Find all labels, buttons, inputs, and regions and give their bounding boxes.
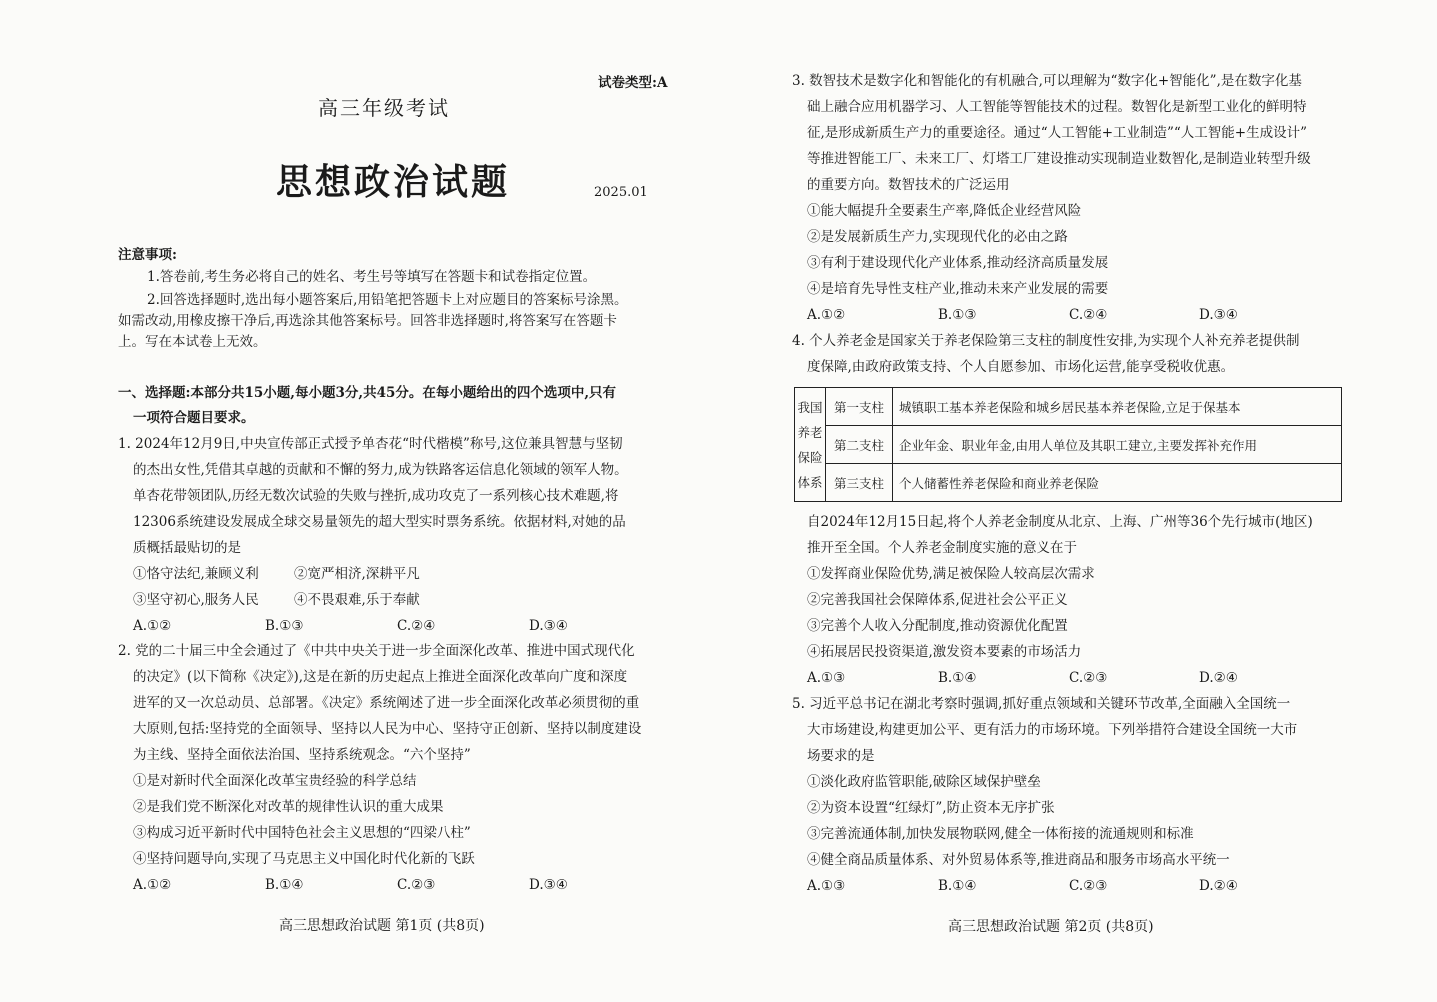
q5-item: ①淡化政府监管职能,破除区域保护壁垒 <box>807 774 1041 790</box>
question-3-line: 础上融合应用机器学习、人工智能等智能技术的过程。数智化是新型工业化的鲜明特 <box>807 99 1307 115</box>
option-b: B.①④ <box>938 878 977 894</box>
question-1-line: 单杏花带领团队,历经无数次试验的失败与挫折,成功攻克了一系列核心技术难题,将 <box>133 488 619 504</box>
question-1-line: 质概括最贴切的是 <box>133 540 241 556</box>
q1-item: ①恪守法纪,兼顾义利 <box>133 566 259 582</box>
table-row <box>795 464 1342 502</box>
q4-item: ②完善我国社会保障体系,促进社会公平正义 <box>807 592 1068 608</box>
question-2-line: 为主线、坚持全面依法治国、坚持系统观念。“六个坚持” <box>133 747 471 763</box>
system-label-cell <box>795 388 826 502</box>
option-a: A.①② <box>133 877 172 893</box>
pillar-desc: 企业年金、职业年金,由用人单位及其职工建立,主要发挥补充作用 <box>893 426 1342 464</box>
option-c: C.②③ <box>1069 878 1108 894</box>
q3-item: ②是发展新质生产力,实现现代化的必由之路 <box>807 229 1068 245</box>
question-2-line: 进军的又一次总动员、总部署。《决定》系统阐述了进一步全面深化改革必须贯彻的重 <box>133 695 640 711</box>
section-heading: 一项符合题目要求。 <box>133 410 255 426</box>
option-a: A.①② <box>133 618 172 634</box>
q2-item: ③构成习近平新时代中国特色社会主义思想的“四梁八柱” <box>133 825 471 841</box>
question-5-line: 大市场建设,构建更加公平、更有活力的市场环境。下列举措符合建设全国统一大市 <box>807 722 1298 738</box>
system-label-char: 体系 <box>797 474 823 490</box>
option-c: C.②④ <box>1069 307 1108 323</box>
question-3-line: 征,是形成新质生产力的重要途径。通过“人工智能+工业制造”“人工智能+生成设计” <box>807 125 1308 141</box>
option-b: B.①④ <box>938 670 977 686</box>
q1-item: ④不畏艰难,乐于奉献 <box>294 592 420 608</box>
q1-item: ②宽严相济,深耕平凡 <box>294 566 420 582</box>
option-b: B.①④ <box>265 877 304 893</box>
exam-date: 2025.01 <box>594 185 648 200</box>
question-3-line: 的重要方向。数智技术的广泛运用 <box>807 177 1010 193</box>
note-line: 上。写在本试卷上无效。 <box>118 334 267 350</box>
q4-item: ③完善个人收入分配制度,推动资源优化配置 <box>807 618 1068 634</box>
question-4-line: 度保障,由政府政策支持、个人自愿参加、市场化运营,能享受税收优惠。 <box>807 359 1235 375</box>
q2-item: ④坚持问题导向,实现了马克思主义中国化时代化新的飞跃 <box>133 851 475 867</box>
note-line: 2.回答选择题时,选出每小题答案后,用铅笔把答题卡上对应题目的答案标号涂黑。 <box>147 292 628 308</box>
option-c: C.②③ <box>397 877 436 893</box>
page-footer: 高三思想政治试题 第2页 (共8页) <box>948 919 1154 935</box>
q4-item: ①发挥商业保险优势,满足被保险人较高层次需求 <box>807 566 1095 582</box>
table-row <box>795 426 1342 464</box>
question-3-line: 3. 数智技术是数字化和智能化的有机融合,可以理解为“数字化+智能化”,是在数字化基 <box>792 73 1302 89</box>
option-a: A.①② <box>807 307 846 323</box>
system-label-char: 养老 <box>797 424 823 440</box>
option-d: D.③④ <box>529 618 568 634</box>
pillar-desc: 城镇职工基本养老保险和城乡居民基本养老保险,立足于保基本 <box>893 388 1342 426</box>
question-1-line: 1. 2024年12月9日,中央宣传部正式授予单杏花“时代楷模”称号,这位兼具智慧与坚韧 <box>118 436 623 452</box>
option-d: D.③④ <box>529 877 568 893</box>
question-1-line: 的杰出女性,凭借其卓越的贡献和不懈的努力,成为铁路客运信息化领域的领军人物。 <box>133 462 628 478</box>
q5-item: ②为资本设置“红绿灯”,防止资本无序扩张 <box>807 800 1055 816</box>
q4-item: ④拓展居民投资渠道,激发资本要素的市场活力 <box>807 644 1082 660</box>
system-label-char: 我国 <box>797 399 823 415</box>
option-c: C.②④ <box>397 618 436 634</box>
page-footer: 高三思想政治试题 第1页 (共8页) <box>279 918 485 934</box>
exam-page-1 <box>0 0 718 1002</box>
pillar-desc: 个人储蓄性养老保险和商业养老保险 <box>893 464 1342 502</box>
q2-item: ②是我们党不断深化对改革的规律性认识的重大成果 <box>133 799 444 815</box>
question-1-line: 12306系统建设发展成全球交易量领先的超大型实时票务系统。依据材料,对她的品 <box>133 514 626 530</box>
pillar-name: 第一支柱 <box>826 388 893 426</box>
question-3-line: 等推进智能工厂、未来工厂、灯塔工厂建设推动实现制造业数智化,是制造业转型升级 <box>807 151 1311 167</box>
option-b: B.①③ <box>938 307 977 323</box>
question-5-line: 场要求的是 <box>807 748 875 764</box>
option-d: D.②④ <box>1199 878 1238 894</box>
q5-item: ④健全商品质量体系、对外贸易体系等,推进商品和服务市场高水平统一 <box>807 852 1230 868</box>
option-c: C.②③ <box>1069 670 1108 686</box>
question-4-line: 4. 个人养老金是国家关于养老保险第三支柱的制度性安排,为实现个人补充养老提供制 <box>792 333 1300 349</box>
main-title: 思想政治试题 <box>276 161 511 203</box>
question-5-line: 5. 习近平总书记在湖北考察时强调,抓好重点领域和关键环节改革,全面融入全国统一 <box>792 696 1291 712</box>
question-4-line: 推开至全国。个人养老金制度实施的意义在于 <box>807 540 1077 556</box>
option-d: D.②④ <box>1199 670 1238 686</box>
option-a: A.①③ <box>807 878 846 894</box>
q2-item: ①是对新时代全面深化改革宝贵经验的科学总结 <box>133 773 417 789</box>
option-a: A.①③ <box>807 670 846 686</box>
q3-item: ①能大幅提升全要素生产率,降低企业经营风险 <box>807 203 1082 219</box>
q3-item: ④是培育先导性支柱产业,推动未来产业发展的需要 <box>807 281 1109 297</box>
question-2-line: 的决定》(以下简称《决定》),这是在新的历史起点上推进全面深化改革向广度和深度 <box>133 669 628 685</box>
question-2-line: 2. 党的二十届三中全会通过了《中共中央关于进一步全面深化改革、推进中国式现代化 <box>118 643 635 659</box>
exam-title: 高三年级考试 <box>318 96 450 120</box>
q3-item: ③有利于建设现代化产业体系,推动经济高质量发展 <box>807 255 1109 271</box>
option-b: B.①③ <box>265 618 304 634</box>
question-2-line: 大原则,包括:坚持党的全面领导、坚持以人民为中心、坚持守正创新、坚持以制度建设 <box>133 721 642 737</box>
q1-item: ③坚守初心,服务人民 <box>133 592 259 608</box>
pillar-name: 第三支柱 <box>826 464 893 502</box>
pillar-name: 第二支柱 <box>826 426 893 464</box>
pension-system-table <box>794 387 1342 502</box>
section-heading: 一、选择题:本部分共15小题,每小题3分,共45分。在每小题给出的四个选项中,只有 <box>118 385 617 401</box>
question-4-line: 自2024年12月15日起,将个人养老金制度从北京、上海、广州等36个先行城市(地区) <box>807 514 1313 530</box>
notes-heading: 注意事项: <box>118 247 177 263</box>
note-line: 1.答卷前,考生务必将自己的姓名、考生号等填写在答题卡和试卷指定位置。 <box>147 269 597 285</box>
note-line: 如需改动,用橡皮擦干净后,再选涂其他答案标号。回答非选择题时,将答案写在答题卡 <box>118 313 617 329</box>
system-label-char: 保险 <box>797 449 823 465</box>
option-d: D.③④ <box>1199 307 1238 323</box>
table-row <box>795 388 1342 426</box>
q5-item: ③完善流通体制,加快发展物联网,健全一体衔接的流通规则和标准 <box>807 826 1194 842</box>
paper-type-label: 试卷类型:A <box>598 75 668 91</box>
